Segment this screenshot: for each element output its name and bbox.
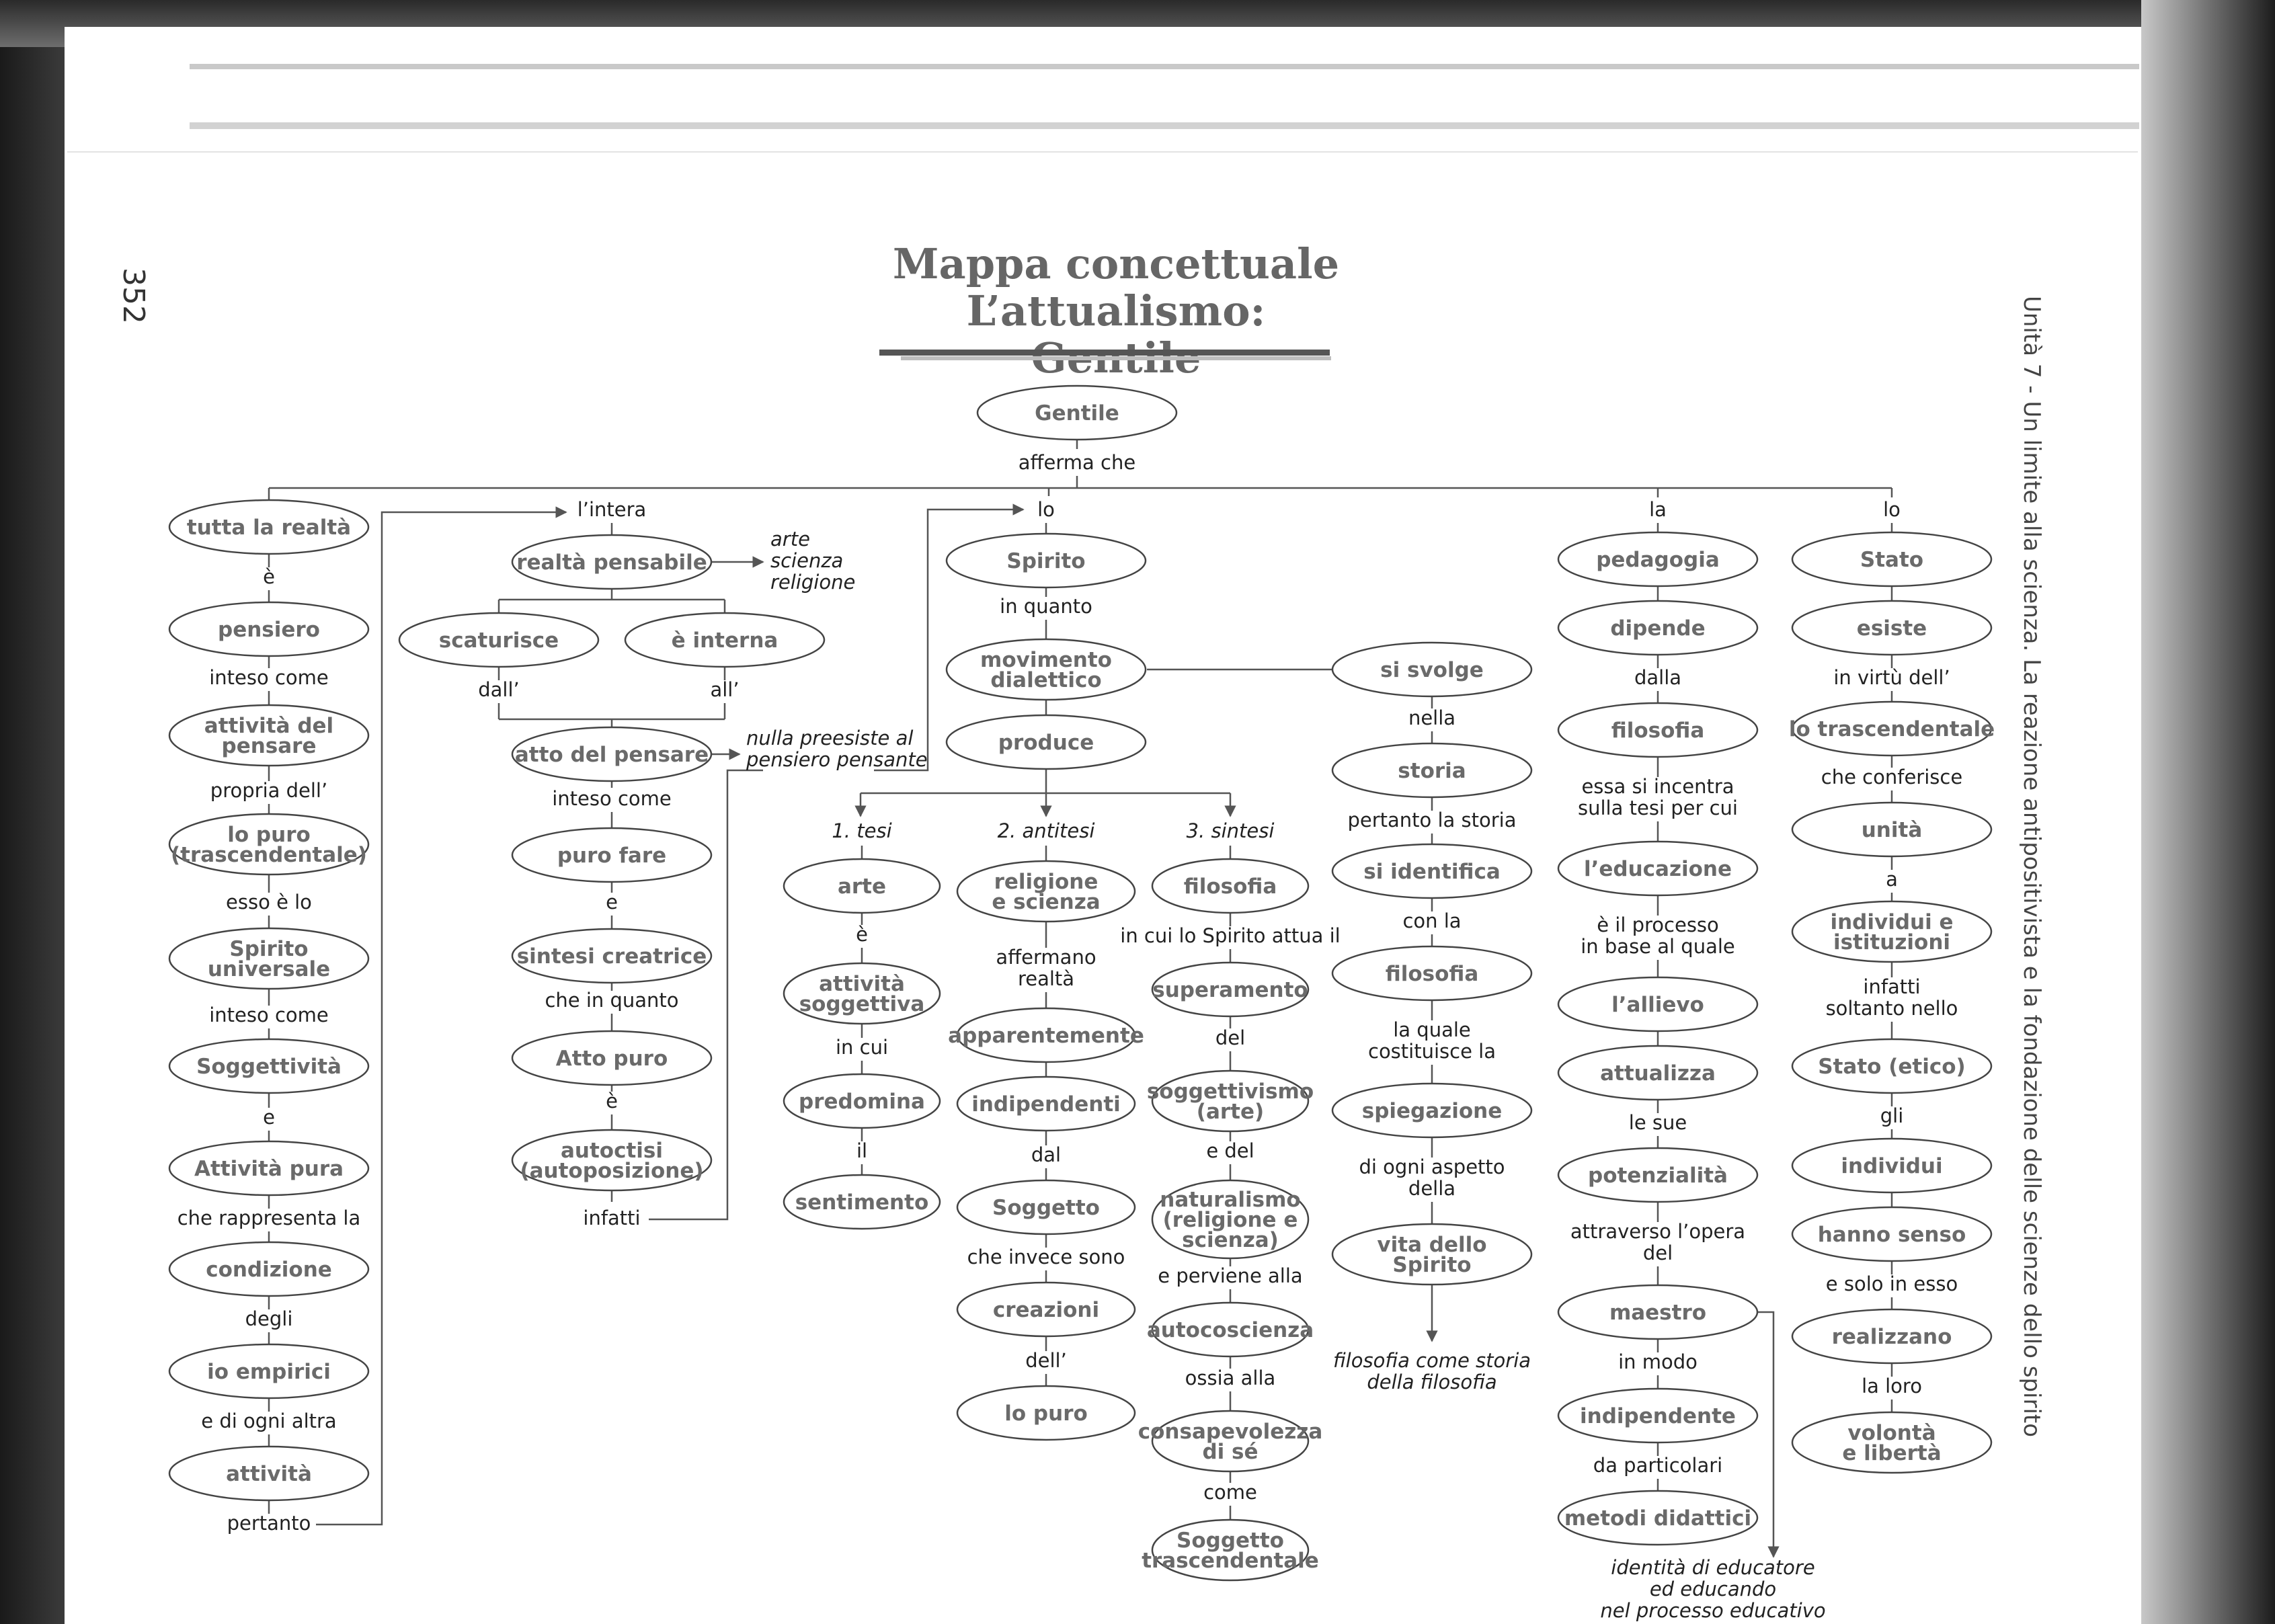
link-label-text: in virtù dell’ [1833,666,1950,689]
concept-node [1792,1039,1991,1093]
concept-node-text: realtà pensabile [516,551,707,575]
link-label [1883,498,1901,521]
map-title-line-1: Mappa concettuale [892,239,1340,288]
link-label [770,528,855,594]
concept-node-text: autoctisi [560,1139,664,1163]
link-label [1578,775,1738,819]
concept-node-text: creazioni [992,1298,1100,1322]
link-label-text: la quale [1393,1018,1471,1041]
link-label-text: dalla [1634,666,1682,689]
link-label [1120,924,1340,947]
link-label-text: come [1203,1481,1257,1504]
link-label-text: pertanto la storia [1347,809,1517,831]
link-label-text: la [1649,498,1667,521]
link-label-text: e perviene alla [1158,1264,1303,1287]
link-label-text: in base al quale [1581,935,1735,958]
link-label-text: filosofia come storia [1332,1349,1531,1372]
map-title-line-2: L’attualismo: [966,286,1266,335]
page-number: 352 [116,268,151,324]
link-label [1347,809,1516,831]
concept-node-text: si identifica [1363,860,1501,884]
concept-node [947,639,1146,700]
concept-node [512,1031,711,1085]
concept-node-text: si svolge [1380,658,1484,682]
concept-node-text: esiste [1856,616,1927,641]
concept-node [1147,1071,1314,1131]
link-label [998,819,1095,842]
concept-node-text: (arte) [1196,1100,1265,1124]
link-label-text: 1. tesi [832,819,892,842]
link-label [1203,1481,1257,1504]
link-label [710,678,739,701]
concept-node-text: Soggetto [992,1196,1100,1220]
edge [1757,1312,1773,1557]
link-label [209,1004,329,1026]
link-label-text: infatti [1863,975,1921,998]
link-label [478,678,520,701]
concept-node [169,705,368,766]
link-label [1886,868,1898,891]
link-label [1629,1111,1687,1134]
link-label-text: di ogni aspetto [1359,1155,1505,1178]
concept-node-text: Stato [1860,548,1924,572]
concept-node [957,1077,1135,1131]
concept-node [169,928,368,989]
concept-node-text: pensiero [218,618,320,642]
concept-node-text: atto del pensare [514,743,709,767]
concept-node-text: trascendentale [1142,1549,1319,1573]
concept-node [169,1447,368,1500]
concept-node-text: indipendenti [971,1092,1121,1116]
link-label [967,1246,1125,1268]
concept-node-text: Spirito [1006,549,1086,573]
concept-node [512,727,711,781]
link-label [226,891,312,914]
link-label [1862,1375,1922,1397]
link-label [1215,1026,1245,1049]
link-label [1402,909,1461,932]
link-label-text: è [856,923,868,946]
concept-node-text: potenzialità [1588,1164,1728,1188]
concept-node [1558,703,1757,757]
concept-node-text: condizione [206,1258,332,1282]
link-label-text: sulla tesi per cui [1578,797,1738,819]
link-label [1025,1349,1067,1372]
concept-node [1558,1389,1757,1443]
link-label [583,1207,640,1229]
link-label [1821,766,1962,788]
concept-node [1558,842,1757,895]
link-label [1833,666,1950,689]
concept-node [1558,1491,1757,1545]
concept-node [169,814,368,875]
concept-node [948,1008,1144,1062]
link-label [1185,1367,1276,1389]
concept-node-text: Soggettività [196,1055,342,1079]
link-label-text: e [263,1106,275,1129]
link-label [1826,975,1958,1020]
concept-node-text: soggettivismo [1146,1080,1314,1104]
concept-node [1792,532,1991,586]
link-label-text: costituisce la [1368,1040,1496,1063]
concept-node [1142,1520,1319,1580]
link-label-text: in cui [835,1036,889,1059]
link-label-text: nella [1408,706,1456,729]
link-label-text: che rappresenta la [177,1207,361,1229]
concept-node-text: (religione e [1162,1208,1298,1232]
concept-node-text: attività [819,972,905,996]
concept-node-text: naturalismo [1160,1188,1301,1212]
concept-node-text: Atto puro [555,1047,668,1071]
link-label [856,1139,867,1162]
link-label [1206,1139,1254,1162]
concept-node [1558,1285,1757,1339]
concept-node-text: è interna [671,628,779,653]
concept-node [512,828,711,882]
link-label [577,498,647,521]
concept-node [947,534,1146,587]
concept-node [1152,1180,1308,1258]
concept-node [1558,977,1757,1031]
concept-node [1792,1139,1991,1192]
link-label-text: gli [1880,1104,1904,1127]
concept-node [512,535,711,589]
link-label-text: essa si incentra [1581,775,1734,798]
link-label [263,565,275,588]
link-label-text: è [263,565,275,588]
concept-node-text: individui e [1830,910,1954,934]
concept-node-text: individui [1841,1154,1943,1178]
concept-node [784,963,940,1024]
concept-node [784,1074,940,1128]
link-label [1333,1349,1531,1393]
concept-node-text: lo puro [1004,1402,1088,1426]
link-label [1618,1350,1698,1373]
link-label-text: lo [1883,498,1901,521]
link-label-text: le sue [1628,1111,1687,1134]
link-label-text: soltanto nello [1825,997,1958,1020]
concept-node-text: lo trascendentale [1788,717,1995,741]
link-label-text: 2. antitesi [997,819,1095,842]
link-label-text: da particolari [1593,1454,1723,1477]
link-label-text: della filosofia [1367,1371,1497,1393]
concept-node [1332,743,1531,797]
link-label-text: propria dell’ [210,779,328,802]
concept-node [1558,1148,1757,1202]
concept-node [1558,532,1757,586]
link-label [1570,1220,1745,1264]
concept-node-text: metodi didattici [1564,1506,1752,1531]
link-label-text: lo [1037,498,1055,521]
concept-node-text: Soggetto [1176,1529,1284,1553]
concept-node-text: filosofia [1611,719,1705,743]
link-label-text: inteso come [209,666,329,689]
link-label-text: l’intera [577,498,647,521]
link-label-text: nel processo educativo [1600,1599,1826,1622]
concept-node-text: Spirito [229,937,309,961]
link-label [227,1512,311,1535]
link-label [210,779,327,802]
link-label-text: della [1408,1177,1456,1200]
link-label-text: ed educando [1649,1578,1777,1600]
link-label-text: inteso come [209,1004,329,1026]
concept-node-text: unità [1861,818,1923,842]
concept-node [1332,1084,1531,1137]
concept-node [1332,643,1531,696]
concept-node [169,500,368,554]
link-label-text: realtà [1017,967,1075,990]
link-label-text: infatti [583,1207,641,1229]
link-label-text: arte [770,528,810,551]
concept-node-text: vita dello [1377,1233,1487,1257]
link-label-text: a [1886,868,1898,891]
link-label-text: scienza [770,549,844,572]
concept-node [169,602,368,656]
concept-node [512,929,711,983]
concept-node-text: l’educazione [1583,857,1732,881]
concept-node-text: superamento [1152,978,1308,1002]
concept-node-text: sentimento [795,1190,929,1215]
link-label [1826,1272,1958,1295]
concept-node [625,613,824,667]
link-label-text: ossia alla [1185,1367,1276,1389]
concept-node [399,613,598,667]
concept-node [947,715,1146,769]
concept-node-text: arte [837,875,887,899]
concept-node [1792,1309,1991,1363]
concept-node-text: attualizza [1600,1061,1716,1086]
concept-node-text: Gentile [1035,401,1119,425]
concept-node [169,1344,368,1398]
link-label-text: attraverso l’opera [1570,1220,1746,1243]
link-label-text: dell’ [1025,1349,1067,1372]
concept-node-text: puro fare [557,844,667,868]
concept-node [1332,844,1531,898]
concept-node-text: Stato (etico) [1818,1055,1966,1079]
link-label [1368,1018,1496,1063]
concept-node-text: dipende [1610,616,1706,641]
link-label [856,923,868,946]
concept-node-text: indipendente [1580,1404,1736,1428]
link-label-text: in modo [1618,1350,1698,1373]
link-label-text: dal [1031,1143,1062,1166]
link-label-text: degli [245,1307,293,1330]
link-label [1600,1556,1825,1622]
concept-node [1147,1303,1314,1356]
link-label-text: pensiero pensante [746,748,928,771]
concept-node [957,1283,1135,1336]
link-label [746,727,928,771]
concept-node-text: di sé [1202,1440,1259,1464]
concept-node-text: autocoscienza [1146,1318,1314,1342]
link-label-text: inteso come [552,787,672,810]
concept-node-text: consapevolezza [1138,1420,1323,1444]
concept-node [957,861,1135,922]
concept-node-text: lo puro [227,823,311,847]
link-label [209,666,329,689]
link-label [1593,1454,1722,1477]
link-label [832,819,891,842]
link-label-text: afferma che [1018,451,1136,474]
concept-node [1789,702,1995,756]
concept-node-text: (trascendentale) [171,843,367,867]
concept-node-text: Attività pura [194,1157,344,1181]
concept-node [1152,963,1308,1016]
concept-node-text: sintesi creatrice [516,944,707,969]
concept-node-text: e scienza [992,890,1101,914]
link-label [201,1410,336,1432]
concept-node [784,1175,940,1229]
link-label-text: religione [770,571,856,594]
link-label-text: affermano [996,946,1096,969]
concept-node-text: pedagogia [1596,548,1720,572]
concept-node-text: filosofia [1385,962,1479,986]
link-label-text: in quanto [1000,595,1092,618]
concept-node-text: pensare [221,734,317,758]
concept-node-text: storia [1398,759,1466,783]
link-label [263,1106,275,1129]
concept-node-text: filosofia [1183,875,1277,899]
link-label [996,946,1096,990]
link-label [177,1207,361,1229]
concept-node [1138,1411,1323,1471]
link-label [545,989,678,1012]
link-label [1037,498,1055,521]
concept-node [1792,601,1991,655]
concept-node-text: spiegazione [1361,1099,1503,1123]
concept-node-text: dialettico [990,668,1102,692]
link-label-text: e [606,891,618,914]
concept-node [1792,803,1991,856]
link-label-text: il [856,1139,868,1162]
link-label [552,787,672,810]
link-label [606,1090,618,1112]
concept-node-text: scienza) [1182,1228,1279,1252]
concept-node-text: religione [994,870,1099,894]
link-label-text: pertanto [227,1512,311,1535]
concept-node [169,1039,368,1093]
link-label [1000,595,1092,618]
link-label [1158,1264,1302,1287]
concept-node-text: apparentemente [948,1024,1144,1048]
concept-node-text: scaturisce [438,628,559,653]
link-label-text: la loro [1862,1375,1922,1397]
link-label-text: con la [1402,909,1462,932]
link-label-text: esso è lo [226,891,312,914]
concept-node-text: (autoposizione) [520,1159,704,1183]
concept-node-text: tutta la realtà [186,516,352,540]
link-label [1880,1104,1904,1127]
concept-node-text: universale [207,957,331,981]
link-label-text: che invece sono [967,1246,1125,1268]
link-label-text: e di ogni altra [201,1410,337,1432]
concept-node-text: volontà [1847,1421,1936,1445]
concept-node-text: io empirici [207,1360,331,1384]
link-label [1031,1143,1061,1166]
link-label-text: in cui lo Spirito attua il [1120,924,1341,947]
link-label [1359,1155,1505,1200]
link-label-text: che conferisce [1821,766,1963,788]
link-label [1634,666,1681,689]
concept-node [977,386,1176,440]
concept-node-text: produce [998,731,1094,755]
concept-node [1792,1412,1991,1473]
link-label-text: identità di educatore [1611,1556,1815,1579]
concept-node-text: soggettiva [799,992,925,1016]
link-label [1581,914,1735,958]
concept-node [957,1386,1135,1440]
concept-node [1792,1207,1991,1261]
link-label [1019,451,1135,474]
concept-node-text: Spirito [1392,1253,1472,1277]
concept-node [1332,946,1531,1000]
link-label-text: dall’ [478,678,520,701]
concept-node-text: e libertà [1842,1441,1942,1465]
concept-node [1558,601,1757,655]
concept-node [1152,859,1308,913]
concept-node-text: predomina [799,1090,925,1114]
concept-node-text: maestro [1609,1301,1707,1325]
link-label [1649,498,1667,521]
link-label [836,1036,888,1059]
concept-node [169,1242,368,1296]
concept-node [1792,901,1991,962]
concept-node-text: realizzano [1831,1325,1952,1349]
link-label-text: e del [1206,1139,1254,1162]
concept-node-text: hanno senso [1817,1223,1966,1247]
link-label-text: del [1642,1242,1673,1264]
concept-node-text: attività del [204,714,334,738]
concept-node-text: attività [226,1462,312,1486]
concept-node [784,859,940,913]
link-label-text: che in quanto [545,989,679,1012]
link-label-text: del [1215,1026,1246,1049]
link-label [1187,819,1275,842]
link-label [606,891,618,914]
concept-node [512,1130,711,1190]
link-label-text: e solo in esso [1825,1272,1958,1295]
link-label-text: è il processo [1597,914,1719,936]
concept-node [1332,1224,1531,1285]
link-label-text: all’ [710,678,740,701]
running-head: Unità 7 - Un limite alla scienza. La reazione antipositivista e la fondazione delle scienze dello spirito [2018,296,2045,1438]
concept-node-text: l’allievo [1611,993,1704,1017]
link-label-text: nulla preesiste al [746,727,914,749]
link-label-text: 3. sintesi [1186,819,1275,842]
concept-node [957,1180,1135,1234]
concept-node [1558,1046,1757,1100]
concept-node-text: istituzioni [1833,930,1951,955]
link-label [1408,706,1455,729]
link-label-text: è [606,1090,618,1112]
concept-node [169,1141,368,1195]
concept-node-text: movimento [980,648,1112,672]
concept-nodes [169,386,1995,1580]
link-label [245,1307,293,1330]
